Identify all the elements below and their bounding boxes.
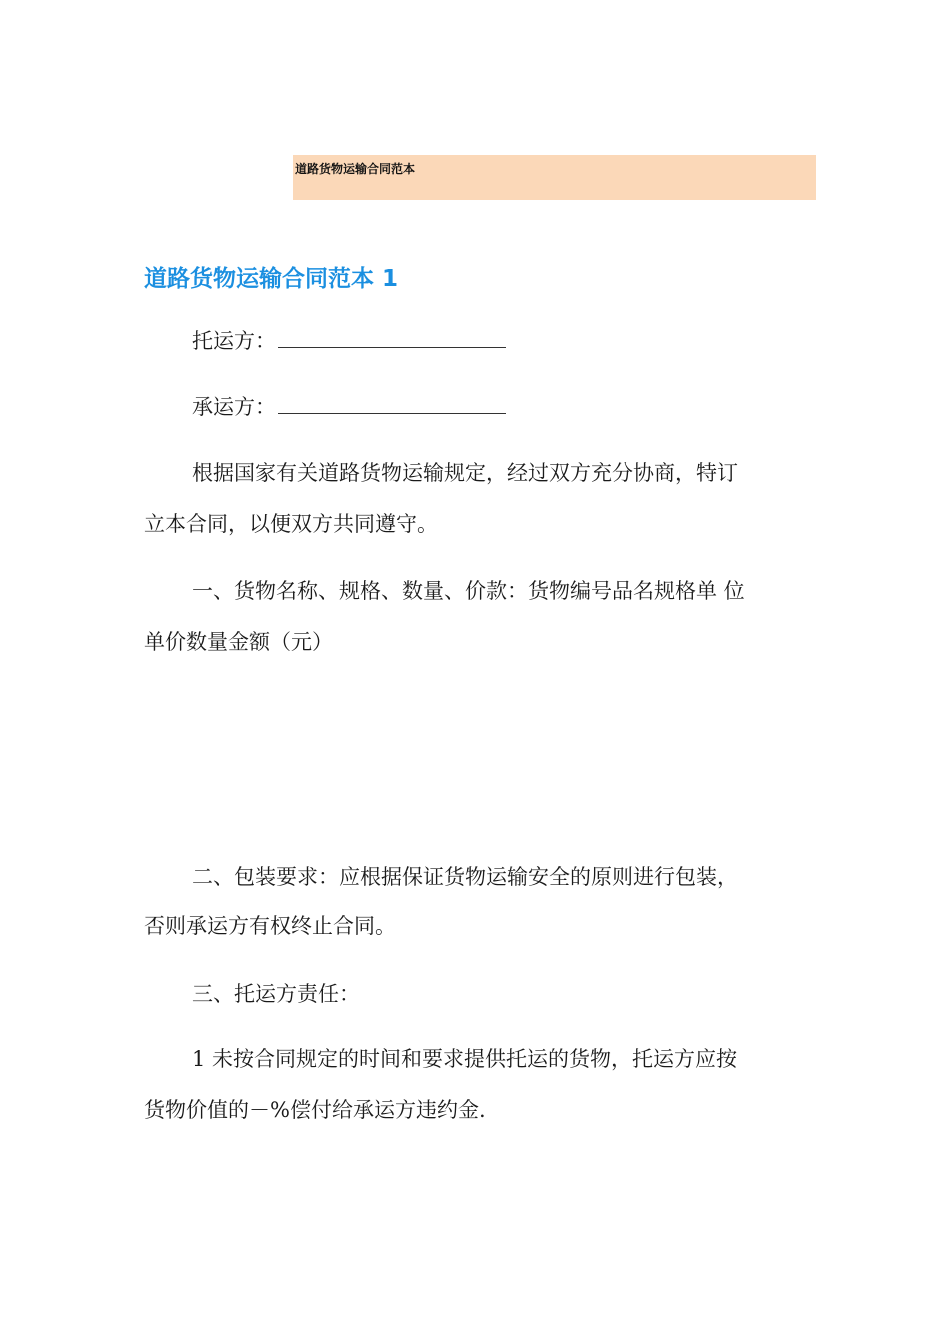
header-band (293, 155, 816, 200)
section3-title: 三、托运方责任： (192, 982, 360, 1006)
section1-line-1: 一、货物名称、规格、数量、价款：货物编号品名规格单 位 (192, 579, 745, 603)
document-heading: 道路货物运输合同范本 1 (144, 266, 399, 292)
clause1-line-2: 货物价值的－%偿付给承运方违约金. (144, 1098, 486, 1122)
carrier-field (192, 393, 506, 421)
intro-line-1: 根据国家有关道路货物运输规定，经过双方充分协商，特订 (192, 461, 738, 485)
shipper-field (192, 327, 506, 355)
clause1-line-1: 1 未按合同规定的时间和要求提供托运的货物，托运方应按 (192, 1047, 738, 1071)
shipper-blank-line (278, 327, 506, 348)
carrier-blank-line (278, 393, 506, 414)
carrier-label: 承运方： (192, 395, 276, 419)
section2-line-1: 二、包装要求：应根据保证货物运输安全的原则进行包装， (192, 865, 738, 889)
intro-line-2: 立本合同，以便双方共同遵守。 (144, 512, 438, 536)
section1-line-2: 单价数量金额（元） (144, 630, 333, 654)
header-title: 道路货物运输合同范本 (295, 162, 416, 176)
shipper-label: 托运方： (192, 329, 276, 353)
section2-line-2: 否则承运方有权终止合同。 (144, 914, 396, 938)
